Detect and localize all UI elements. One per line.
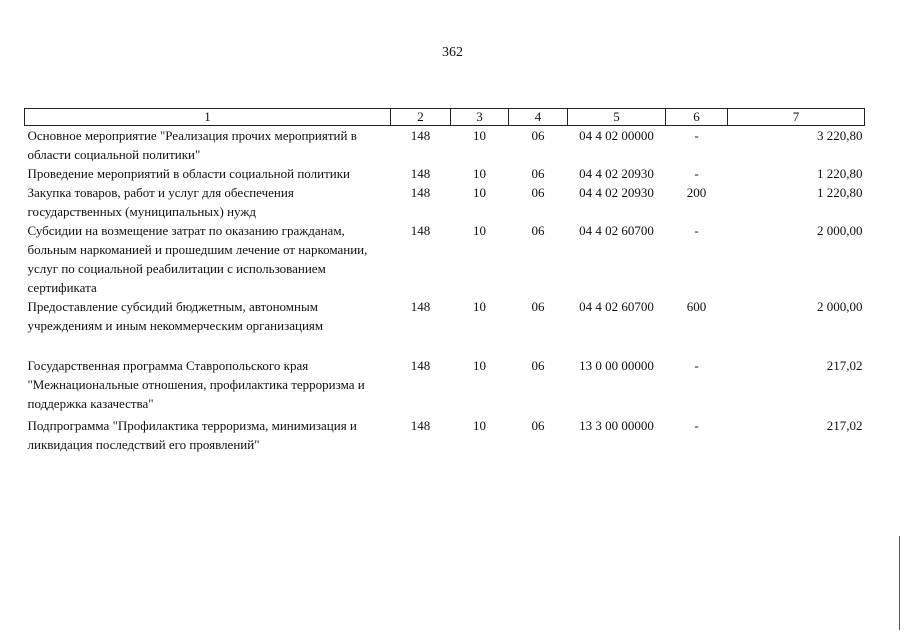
row-amount: 217,02 bbox=[826, 358, 863, 373]
row-admin-code: 148 bbox=[410, 128, 431, 143]
row-admin-code: 148 bbox=[410, 358, 431, 373]
row-name: Закупка товаров, работ и услуг для обеспечения государственных (муниципальных) нужд bbox=[27, 185, 294, 219]
row-amount: 3 220,80 bbox=[817, 128, 863, 143]
table-row bbox=[25, 126, 865, 165]
row-amount: 217,02 bbox=[826, 418, 863, 433]
row-target-code: 13 0 00 00000 bbox=[579, 358, 654, 373]
row-expense-type: - bbox=[694, 418, 699, 433]
row-section: 10 bbox=[473, 128, 486, 143]
row-admin-code: 148 bbox=[410, 166, 431, 181]
table-row bbox=[25, 183, 865, 221]
row-name: Государственная программа Ставропольского края "Межнациональные отношения, профилактика терроризма и поддержка казачества" bbox=[27, 358, 365, 411]
budget-table bbox=[24, 108, 865, 454]
column-header-1: 1 bbox=[25, 109, 391, 126]
row-admin-code: 148 bbox=[410, 223, 431, 238]
table-row bbox=[25, 164, 865, 183]
row-section: 10 bbox=[473, 223, 486, 238]
row-expense-type: - bbox=[694, 358, 699, 373]
row-subsection: 06 bbox=[531, 358, 545, 373]
table-row bbox=[25, 356, 865, 413]
row-admin-code: 148 bbox=[410, 299, 431, 314]
page-number: 362 bbox=[442, 45, 463, 60]
row-subsection: 06 bbox=[531, 185, 545, 200]
row-name: Субсидии на возмещение затрат по оказанию гражданам, больным наркоманией и прошедшим лечение от наркомании, услуг по социальной реабилитации с использованием сертификата bbox=[27, 223, 368, 295]
row-subsection: 06 bbox=[531, 299, 545, 314]
column-header-5: 5 bbox=[568, 109, 666, 126]
row-amount: 1 220,80 bbox=[817, 185, 863, 200]
row-subsection: 06 bbox=[531, 418, 545, 433]
row-section: 10 bbox=[473, 358, 486, 373]
row-amount: 2 000,00 bbox=[817, 299, 863, 314]
row-name: Основное мероприятие "Реализация прочих мероприятий в области социальной политики" bbox=[27, 128, 357, 162]
row-spacer bbox=[25, 335, 865, 356]
row-name: Предоставление субсидий бюджетным, автономным учреждениям и иным некоммерческим организациям bbox=[27, 299, 324, 333]
table-row bbox=[25, 297, 865, 335]
row-target-code: 04 4 02 20930 bbox=[579, 185, 654, 200]
row-target-code: 04 4 02 60700 bbox=[579, 299, 654, 314]
spacer-cell bbox=[25, 335, 865, 356]
row-expense-type: - bbox=[694, 223, 699, 238]
table-row bbox=[25, 221, 865, 297]
row-section: 10 bbox=[473, 299, 486, 314]
row-amount: 2 000,00 bbox=[817, 223, 863, 238]
row-expense-type: 600 bbox=[686, 299, 707, 314]
row-section: 10 bbox=[473, 185, 486, 200]
scan-edge-line bbox=[899, 536, 900, 630]
row-section: 10 bbox=[473, 166, 486, 181]
row-subsection: 06 bbox=[531, 128, 545, 143]
row-target-code: 13 3 00 00000 bbox=[579, 418, 654, 433]
column-header-6: 6 bbox=[666, 109, 728, 126]
row-target-code: 04 4 02 00000 bbox=[579, 128, 654, 143]
table-row bbox=[25, 416, 865, 454]
row-expense-type: - bbox=[694, 166, 699, 181]
row-target-code: 04 4 02 60700 bbox=[579, 223, 654, 238]
column-header-2: 2 bbox=[391, 109, 451, 126]
row-expense-type: - bbox=[694, 128, 699, 143]
row-expense-type: 200 bbox=[686, 185, 707, 200]
row-name: Проведение мероприятий в области социальной политики bbox=[27, 166, 350, 181]
row-amount: 1 220,80 bbox=[817, 166, 863, 181]
row-admin-code: 148 bbox=[410, 185, 431, 200]
row-subsection: 06 bbox=[531, 223, 545, 238]
row-name: Подпрограмма "Профилактика терроризма, минимизация и ликвидация последствий его проявлений" bbox=[27, 418, 357, 452]
row-admin-code: 148 bbox=[410, 418, 431, 433]
column-header-3: 3 bbox=[451, 109, 509, 126]
row-subsection: 06 bbox=[531, 166, 545, 181]
column-header-4: 4 bbox=[509, 109, 568, 126]
header-row bbox=[25, 109, 865, 126]
column-header-7: 7 bbox=[728, 109, 865, 126]
row-section: 10 bbox=[473, 418, 486, 433]
row-target-code: 04 4 02 20930 bbox=[579, 166, 654, 181]
